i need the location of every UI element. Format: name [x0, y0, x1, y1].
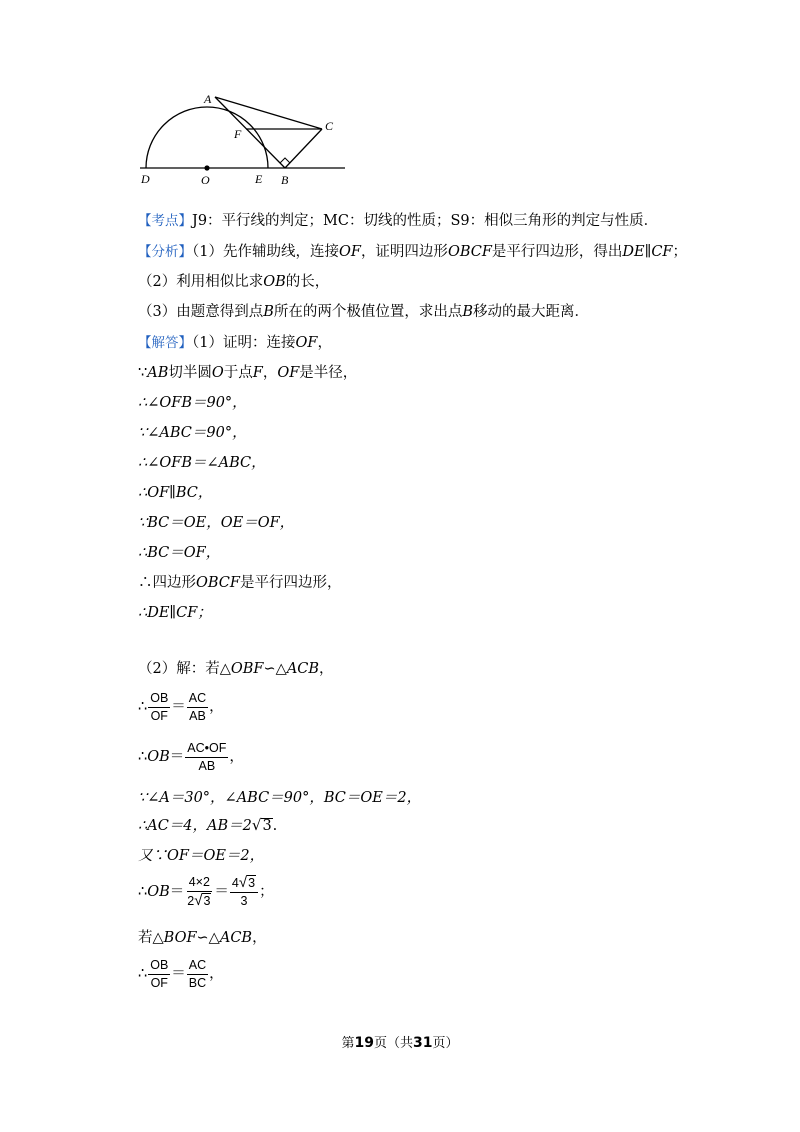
label-d: D: [141, 172, 150, 186]
numerator: [230, 875, 258, 893]
label-a: A: [204, 92, 212, 106]
solution-var: ACB: [219, 930, 253, 946]
fraction: [230, 875, 258, 909]
fenxi-var: B: [462, 304, 474, 320]
semicircle-arc: [146, 107, 268, 168]
label-e: E: [255, 172, 263, 186]
jieda-line-head: [138, 333, 332, 353]
solution-var: OF: [277, 365, 300, 381]
sqrt: [239, 875, 256, 891]
ratio-line-2: [138, 957, 224, 991]
fraction: [148, 958, 170, 991]
denominator: AB: [198, 758, 216, 773]
numerator: AC: [187, 691, 208, 708]
fenxi-text: （1）先作辅助线，连接: [192, 244, 339, 260]
solution-text: ，: [319, 661, 334, 677]
numerator: OB: [148, 691, 170, 708]
radical-sign: √: [251, 816, 262, 834]
numerator: AC•OF: [185, 741, 228, 758]
fenxi-line-1: [138, 242, 687, 262]
denominator: [185, 892, 213, 909]
segment-bc: [285, 129, 322, 168]
page-number: 19: [354, 1035, 374, 1051]
solution-text: ＝: [214, 884, 229, 900]
solution-text: ＝: [171, 699, 186, 715]
solution-text: ，: [317, 335, 332, 351]
ac-ab-values: [138, 816, 277, 836]
solution-text: ＝: [169, 749, 185, 765]
jieda-step-5: ∴OF∥BC，: [138, 485, 213, 501]
fenxi-var: DE∥CF: [622, 244, 673, 260]
solution-text: ∴: [138, 884, 148, 900]
solution-var: OF: [295, 335, 318, 351]
radicand: 3: [262, 818, 272, 834]
solution-text: ∽△: [196, 930, 220, 946]
ratio-line-1: [138, 690, 224, 724]
solution-var: AB: [147, 365, 169, 381]
solution-var: F: [252, 365, 263, 381]
solution-text: ∽△: [263, 661, 287, 677]
denominator: OF: [150, 708, 168, 723]
fenxi-tag: 【分析】: [138, 244, 192, 260]
fraction: [187, 958, 208, 991]
denominator: AB: [189, 708, 206, 723]
radicand: 3: [203, 894, 211, 908]
solution-var: OB: [147, 884, 170, 900]
fraction: [148, 691, 170, 724]
jieda-step-9: ∴DE∥CF；: [138, 605, 212, 621]
fenxi-text: ；: [672, 244, 687, 260]
jieda-step-1: [138, 363, 357, 383]
fenxi-line-3: [138, 302, 589, 322]
solution-text: ＝: [171, 966, 186, 982]
solution-text: ∴: [138, 749, 148, 765]
numerator: AC: [187, 958, 208, 975]
kaodian-text: J9：平行线的判定；MC：切线的性质；S9：相似三角形的判定与性质．: [192, 213, 659, 229]
fenxi-text: 所在的两个极值位置，求出点: [273, 304, 463, 320]
right-angle-mark: [280, 158, 290, 163]
fenxi-var: B: [263, 304, 274, 320]
numerator: OB: [148, 958, 170, 975]
label-f: F: [234, 127, 242, 141]
solution-text: ；: [259, 884, 274, 900]
coefficient: 2: [187, 894, 195, 908]
fenxi-text: ，证明四边形: [360, 244, 448, 260]
solution-text: ∵: [138, 365, 148, 381]
solution-var: OB: [147, 749, 170, 765]
geometry-figure: [130, 88, 360, 188]
fenxi-text: 移动的最大距离．: [473, 304, 590, 320]
fraction: [185, 875, 213, 909]
jieda-step-2: ∴∠OFB＝90°，: [138, 395, 247, 411]
page-footer: [0, 1032, 800, 1051]
fenxi-var: OBCF: [447, 244, 492, 260]
solution-text: ，: [262, 365, 278, 381]
solution-text: ，: [252, 930, 267, 946]
jieda-step-3: ∵∠ABC＝90°，: [138, 425, 247, 441]
jieda-step-7: ∴BC＝OF，: [138, 545, 221, 561]
label-c: C: [325, 119, 334, 133]
label-b: B: [281, 173, 289, 187]
fraction: [185, 741, 228, 774]
of-oe-values: 又∵OF＝OE＝2，: [138, 848, 265, 864]
part2-head: [138, 659, 334, 679]
radicand: 3: [248, 876, 256, 890]
fenxi-var: OF: [338, 244, 361, 260]
fenxi-line-2: [138, 272, 329, 292]
jieda-step-6: ∵BC＝OE，OE＝OF，: [138, 515, 295, 531]
jieda-step-4: ∴∠OFB＝∠ABC，: [138, 455, 266, 471]
solution-text: （2）解：若△: [138, 661, 231, 677]
radical-sign: √: [194, 892, 203, 909]
solution-text: 于点: [223, 365, 253, 381]
solution-var: OBF: [230, 661, 264, 677]
solution-var: OBCF: [196, 575, 240, 591]
solution-text: ，: [229, 749, 244, 765]
jieda-tag: 【解答】: [138, 335, 192, 351]
solution-text: 是平行四边形，: [239, 575, 342, 591]
denominator: 3: [240, 894, 248, 908]
solution-text: ，: [209, 966, 224, 982]
coefficient: 4: [231, 876, 239, 890]
case-bof: [138, 928, 267, 948]
solution-var: O: [211, 365, 224, 381]
solution-text: ＝: [169, 884, 185, 900]
solution-var: ACB: [286, 661, 320, 677]
footer-text: 页）: [432, 1036, 459, 1051]
fenxi-text: 是平行四边形，得出: [491, 244, 623, 260]
denominator: BC: [188, 975, 207, 990]
radical-sign: √: [238, 874, 248, 891]
jieda-step-8: [138, 573, 341, 593]
kaodian-tag: 【考点】: [138, 213, 192, 229]
solution-text: .: [272, 818, 278, 834]
fenxi-text: （2）利用相似比求: [138, 274, 264, 290]
fraction: [187, 691, 208, 724]
fenxi-text: 的长，: [285, 274, 330, 290]
given-values: ∵∠A＝30°，∠ABC＝90°，BC＝OE＝2，: [138, 790, 422, 806]
denominator: OF: [150, 975, 168, 990]
center-point-o: [204, 165, 209, 170]
solution-text: ，: [209, 699, 224, 715]
label-o: O: [201, 173, 210, 187]
solution-text: 切半圆: [168, 365, 212, 381]
sqrt: [252, 818, 273, 834]
fenxi-text: （3）由题意得到点: [138, 304, 264, 320]
sqrt: [194, 893, 211, 909]
footer-text: 第: [341, 1036, 355, 1051]
solution-text: 若△: [138, 930, 164, 946]
solution-text: ∴四边形: [138, 575, 196, 591]
ob-result-1: [138, 874, 274, 910]
solution-text: ∴AC＝4，AB＝2: [138, 818, 252, 834]
solution-text: ∴: [138, 966, 148, 982]
footer-text: 页（共: [373, 1036, 413, 1051]
solution-text: （1）证明：连接: [192, 335, 296, 351]
solution-text: 是半径，: [299, 365, 358, 381]
numerator: 4×2: [187, 875, 212, 892]
total-pages: 31: [413, 1035, 433, 1051]
solution-text: ∴: [138, 699, 148, 715]
kaodian-line: [138, 211, 658, 231]
solution-var: BOF: [163, 930, 197, 946]
fenxi-var: OB: [263, 274, 286, 290]
ob-expression: [138, 740, 244, 774]
